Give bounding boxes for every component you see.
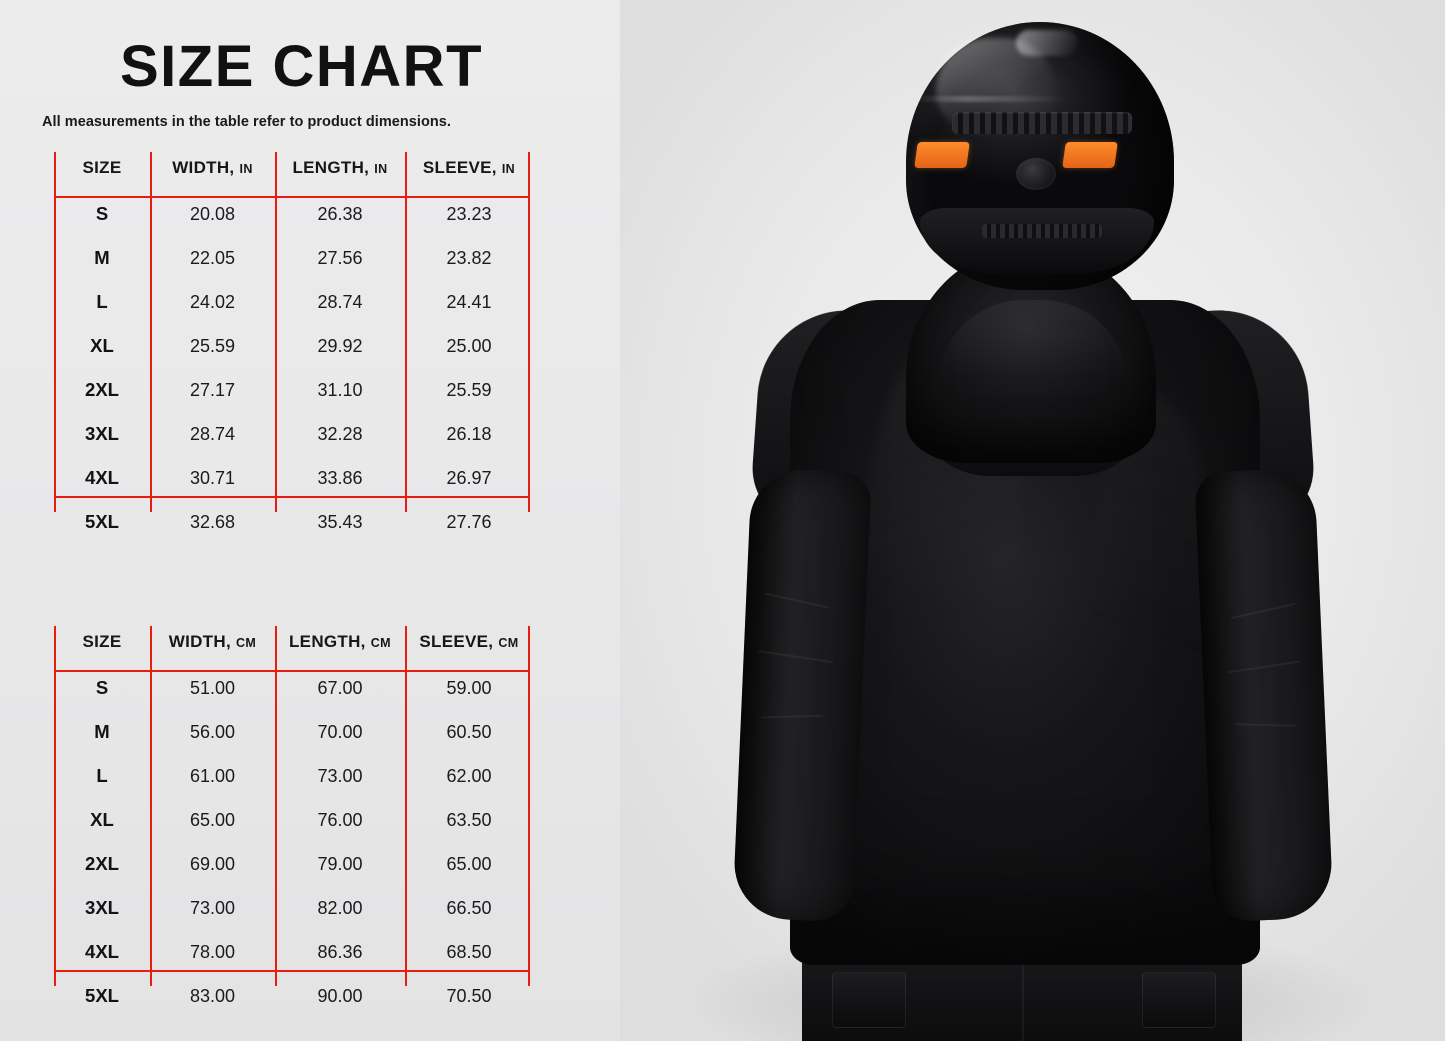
cell-length: 31.10: [317, 379, 363, 400]
cell-sleeve: 25.00: [446, 335, 492, 356]
cell-width: 30.71: [189, 467, 236, 488]
cell-width: 25.59: [189, 335, 236, 356]
cell-length: 33.86: [317, 467, 363, 488]
cell-width: 51.00: [189, 677, 236, 698]
table-row: [54, 930, 533, 974]
table-centimeters: [54, 626, 533, 1018]
column-header-sleeve: [405, 152, 533, 192]
table-rule-bottom: [54, 496, 530, 498]
cell-size: 4XL: [85, 941, 119, 962]
cell-width: 22.05: [189, 247, 236, 268]
helmet-vent-upper: [952, 112, 1132, 134]
helmet-vent-lower: [982, 224, 1102, 238]
cell-width: 78.00: [189, 941, 236, 962]
size-table-inches: [54, 152, 534, 532]
cell-length: 32.28: [317, 423, 363, 444]
column-header-label: WIDTH,: [168, 632, 231, 651]
cell-width: 27.17: [189, 379, 236, 400]
table-rule-vertical: [528, 626, 530, 986]
cell-width: 56.00: [189, 721, 236, 742]
cell-sleeve: 23.82: [446, 247, 492, 268]
cell-length: 86.36: [317, 941, 363, 962]
cell-length: 79.00: [317, 853, 363, 874]
page-subtitle: All measurements in the table refer to product dimensions.: [42, 114, 451, 130]
table-rule-vertical: [405, 152, 407, 512]
cell-width: 20.08: [189, 203, 236, 224]
table-row: [54, 368, 533, 412]
table-rule-vertical: [54, 152, 56, 512]
helmet-gloss-secondary: [1016, 30, 1078, 56]
column-header-label: LENGTH,: [292, 158, 370, 177]
cell-width: 28.74: [189, 423, 236, 444]
cell-length: 67.00: [317, 677, 363, 698]
cell-sleeve: 59.00: [446, 677, 492, 698]
column-header-size: [54, 152, 150, 192]
sleeve-right: [1194, 468, 1334, 923]
cell-size: M: [94, 721, 110, 742]
column-header-label: SLEEVE,: [422, 158, 497, 177]
table-row: [54, 754, 533, 798]
cell-sleeve: 68.50: [446, 941, 492, 962]
page-title: SIZE CHART: [120, 34, 483, 99]
cell-sleeve: 65.00: [446, 853, 492, 874]
cell-length: 73.00: [317, 765, 363, 786]
helmet-logo: [1016, 158, 1056, 190]
cell-size: L: [96, 765, 108, 786]
column-header-label: WIDTH,: [172, 158, 235, 177]
cell-width: 61.00: [189, 765, 236, 786]
cell-width: 69.00: [189, 853, 236, 874]
cell-sleeve: 60.50: [446, 721, 492, 742]
cell-sleeve: 24.41: [446, 291, 492, 312]
table-rule-bottom: [54, 970, 530, 972]
cell-width: 24.02: [189, 291, 236, 312]
table-rule-vertical: [405, 626, 407, 986]
table-row: [54, 666, 533, 710]
table-row: [54, 236, 533, 280]
table-rule-vertical: [150, 626, 152, 986]
cell-sleeve: 66.50: [446, 897, 492, 918]
cell-sleeve: 62.00: [446, 765, 492, 786]
cell-size: S: [95, 203, 109, 224]
cell-size: XL: [90, 809, 114, 830]
cell-size: S: [95, 677, 109, 698]
table-rule-vertical: [54, 626, 56, 986]
column-header-unit: CM: [236, 636, 257, 650]
column-header-size: [54, 626, 150, 666]
cell-size: XL: [90, 335, 114, 356]
cell-size: M: [94, 247, 110, 268]
column-header-unit: IN: [239, 162, 253, 176]
cell-length: 26.38: [317, 203, 363, 224]
cell-width: 65.00: [189, 809, 236, 830]
table-header-row: [54, 626, 533, 666]
column-header-length: [275, 152, 405, 192]
table-row: [54, 974, 533, 1018]
cell-length: 28.74: [317, 291, 363, 312]
cell-sleeve: 27.76: [446, 511, 492, 532]
cell-length: 27.56: [317, 247, 363, 268]
table-row: [54, 500, 533, 544]
cell-size: L: [96, 291, 108, 312]
column-header-label: SIZE: [82, 632, 122, 651]
cell-size: 3XL: [85, 423, 119, 444]
cell-length: 70.00: [317, 721, 363, 742]
cell-size: 4XL: [85, 467, 119, 488]
cell-size: 5XL: [85, 985, 119, 1006]
table-inches: [54, 152, 533, 544]
table-rule-vertical: [275, 626, 277, 986]
column-header-unit: CM: [498, 636, 519, 650]
helmet-base: [920, 208, 1154, 274]
cell-length: 35.43: [317, 511, 363, 532]
cell-sleeve: 23.23: [446, 203, 492, 224]
cell-sleeve: 26.97: [446, 467, 492, 488]
cell-width: 83.00: [189, 985, 236, 1006]
table-rule-vertical: [150, 152, 152, 512]
table-rule-top: [54, 196, 530, 198]
column-header-sleeve: [405, 626, 533, 666]
table-rule-top: [54, 670, 530, 672]
cell-length: 29.92: [317, 335, 363, 356]
table-row: [54, 192, 533, 236]
cell-width: 73.00: [189, 897, 236, 918]
table-row: [54, 456, 533, 500]
table-row: [54, 412, 533, 456]
cell-length: 76.00: [317, 809, 363, 830]
column-header-unit: CM: [370, 636, 391, 650]
cell-sleeve: 63.50: [446, 809, 492, 830]
model-figure: [620, 0, 1445, 1041]
size-table-centimeters: [54, 626, 534, 1006]
table-rule-vertical: [275, 152, 277, 512]
table-rule-vertical: [528, 152, 530, 512]
product-photo: [620, 0, 1445, 1041]
cell-sleeve: 26.18: [446, 423, 492, 444]
column-header-label: SIZE: [82, 158, 122, 177]
cell-length: 82.00: [317, 897, 363, 918]
column-header-unit: IN: [374, 162, 388, 176]
table-row: [54, 324, 533, 368]
column-header-length: [275, 626, 405, 666]
cell-sleeve: 25.59: [446, 379, 492, 400]
column-header-label: LENGTH,: [289, 632, 366, 651]
column-header-width: [150, 152, 275, 192]
column-header-label: SLEEVE,: [419, 632, 494, 651]
table-row: [54, 798, 533, 842]
cell-size: 2XL: [85, 379, 119, 400]
trouser-pocket-left: [832, 972, 906, 1028]
cell-size: 3XL: [85, 897, 119, 918]
cell-length: 90.00: [317, 985, 363, 1006]
cell-width: 32.68: [189, 511, 236, 532]
table-row: [54, 842, 533, 886]
helmet-accent-right: [1062, 142, 1118, 168]
sleeve-left: [732, 468, 872, 923]
column-header-width: [150, 626, 275, 666]
cell-size: 5XL: [85, 511, 119, 532]
table-row: [54, 886, 533, 930]
table-row: [54, 280, 533, 324]
cell-sleeve: 70.50: [446, 985, 492, 1006]
column-header-unit: IN: [501, 162, 516, 176]
table-row: [54, 710, 533, 754]
cell-size: 2XL: [85, 853, 119, 874]
table-header-row: [54, 152, 533, 192]
trouser-pocket-right: [1142, 972, 1216, 1028]
helmet-accent-left: [914, 142, 970, 168]
